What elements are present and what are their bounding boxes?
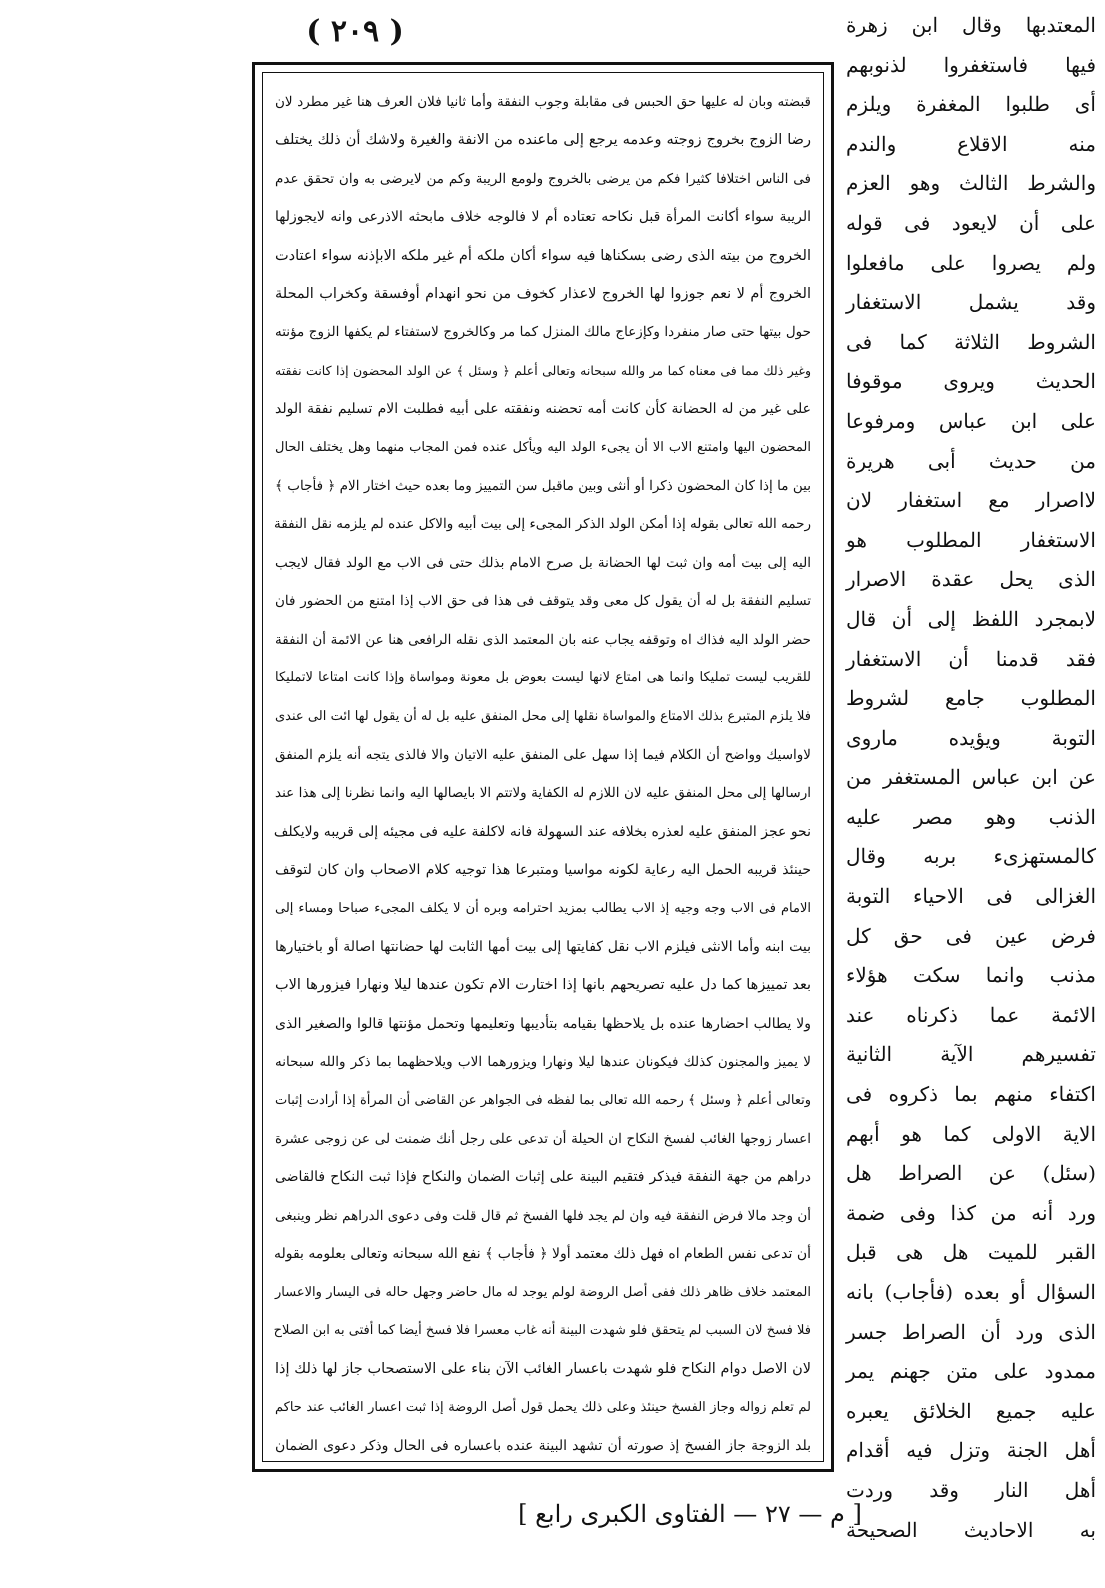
margin-text-line: المعتدبها وقال ابن زهرة (846, 13, 1096, 37)
main-text-line: فلا يلزم المتبرع بذلك الامتاع والمواساة نقلها إلى محل المنفق عليه بل له أن يقول لها ائت الى عندى (275, 708, 811, 724)
main-text-line: بين ما إذا كان المحضون ذكرا أو أنثى وبين ماقبل سن التمييز وما بعده حيث اختار الام ﴿ فأجاب ﴾ (275, 478, 811, 495)
margin-text-line: عن ابن عباس المستغفر من (846, 765, 1096, 790)
margin-text-line: فقد قدمنا أن الاستغفار (846, 646, 1096, 671)
main-text-line: الريبة سواء أكانت المرأة قبل نكاحه تعتاده أم لا فالوجه خلاف مابحثه الاذرعى وانه لايجوزلها (275, 209, 811, 226)
margin-text-line: ممدود على متن جهنم يمر (846, 1359, 1096, 1384)
margin-text-line: مذنب وانما سكت هؤلاء (846, 963, 1096, 988)
margin-text-line: السؤال أو بعده (فأجاب) بانه (846, 1280, 1096, 1304)
margin-text-line: أهل الجنة وتزل فيه أقدام (846, 1438, 1096, 1463)
margin-text-line: ورد أنه من كذا وفى ضمة (846, 1200, 1096, 1225)
margin-text-line: القبر للميت هل هى قبل (846, 1240, 1096, 1265)
main-text-line: وغير ذلك مما فى معناه كما مر والله سبحانه وتعالى أعلم ﴿ وسئل ﴾ عن الولد المحضون إذا كانت نفقته (275, 362, 811, 378)
main-text-line: لاواسيك وواضح أن الكلام فيما إذا سهل على المنفق عليه الاتيان والا فالذى يتجه أنه يلزم المنفق (275, 746, 811, 763)
margin-text-line: التوبة ويؤيده ماروى (846, 725, 1096, 750)
main-text-line: على غير من له الحضانة كأن كانت أمه تحضنه ونفقته على أبيه فطلبت الام تسليم نفقة الولد (275, 401, 811, 418)
main-text-line: لم تعلم زواله وجاز الفسخ حينئذ وعلى ذلك يحمل قول أصل الروضة إذا ثبت اعسار الغائب عند حاكم (275, 1399, 811, 1415)
main-text-line: للقريب ليست تمليكا وانما هى امتاع لانها ليست بعوض بل معونة ومواساة وإذا كانت امتاعا لاتمليكا (275, 670, 811, 686)
margin-text-line: فيها فاستغفروا لذنوبهم (846, 52, 1096, 77)
margin-text-line: فرض عين فى حق كل (846, 923, 1096, 948)
margin-text-line: منه الاقلاع والندم (846, 131, 1096, 156)
margin-text-line: به الاحاديث الصحيحة (846, 1517, 1096, 1542)
margin-text-line: أى طلبوا المغفرة ويلزم (846, 92, 1096, 117)
main-text-line: الامام فى الاب وجه وجيه إذ الاب يطالب بمزيد احترامه وبره أن لا يكلف المجىء صباحا ومساء إلى (275, 900, 811, 916)
margin-text-line: اكتفاء منهم بما ذكروه فى (846, 1082, 1096, 1107)
margin-text-line: الذى ورد أن الصراط جسر (846, 1319, 1096, 1344)
main-text-line: اعسار زوجها الغائب لفسخ النكاح ان الحيلة أن تدعى على رجل أنك ضمنت لى عن زوجى عشرة (275, 1130, 811, 1147)
main-text-line: رحمه الله تعالى بقوله إذا أمكن الولد الذكر المجىء إلى بيت أبيه والاكل عنده لم يلزمه نقل النفقة (274, 516, 811, 533)
main-text-line: بلد الزوجة جاز الفسخ إذ صورته أن تشهد البينة عنده باعساره فى الحال وذكر دعوى الضمان (275, 1438, 811, 1455)
main-text-line: أن تدعى نفس الطعام اه فهل ذلك معتمد أولا ﴿ فأجاب ﴾ نفع الله سبحانه وتعالى بعلومه بقوله (273, 1246, 811, 1263)
margin-text-line: الذنب وهو مصر عليه (846, 804, 1096, 829)
main-text-frame (252, 62, 834, 1472)
margin-text-line: ولم يصروا على مافعلوا (846, 250, 1096, 275)
margin-text-line: لابمجرد اللفظ إلى أن قال (846, 606, 1096, 631)
margin-text-line: الاستغفار المطلوب هو (846, 527, 1096, 552)
margin-text-line: كالمستهزىء بربه وقال (846, 844, 1096, 869)
main-text-line: اليه إلى بيت أمه وان ثبت لها الحضانة بل صرح الامام بذلك حتى فى الاب مع الولد فقال لايجب (275, 554, 811, 571)
margin-text-line: الحديث ويروى موقوفا (846, 369, 1096, 394)
main-text-line: فى الناس اختلافا كثيرا فكم من يرضى بالخروج ولومع الريبة وكم من لايرضى به وان تحقق عدم (275, 170, 811, 187)
main-text-line: أن وجد مالا فرض النفقة فيه وان لم يجد فلها الفسخ ثم قال قلت وفى دعوى الدراهم نظر وينبغى (275, 1207, 811, 1224)
main-text-line: وتعالى أعلم ﴿ وسئل ﴾ رحمه الله تعالى بما لفظه فى الجواهر عن القاضى أن المرأة إذا أرادت إثبات (275, 1092, 811, 1108)
main-text-body (275, 83, 811, 1466)
margin-text-line: على ابن عباس ومرفوعا (846, 408, 1096, 433)
page-number: ( ٢٠٩ ) (306, 14, 404, 49)
main-text-line: حضر الولد اليه فذاك اه وتوقفه يجاب عنه بان المعتمد الذى نقله الرافعى هنا عن الائمة أن النفقة (275, 631, 811, 648)
main-text-line: ارسالها إلى محل المنفق عليه لان اللازم له الكفاية ولاتتم الا بايصالها اليه وانما نظرنا إلى هذا عند (275, 785, 811, 802)
margin-text-line: على أن لايعود فى قوله (846, 210, 1096, 235)
margin-text-line: الاية الاولى كما هو أبهم (846, 1121, 1096, 1146)
margin-text-line: من حديث أبى هريرة (846, 448, 1096, 473)
margin-text-line: عليه جميع الخلائق يعبره (846, 1398, 1096, 1423)
margin-text-line: الائمة عما ذكرناه عند (846, 1002, 1096, 1027)
margin-commentary (846, 6, 1096, 1542)
margin-text-line: الغزالى فى الاحياء التوبة (846, 884, 1096, 909)
margin-text-line: (سئل) عن الصراط هل (846, 1161, 1096, 1186)
margin-text-line: والشرط الثالث وهو العزم (846, 171, 1096, 196)
main-text-line: فلا فسخ لان السبب لم يتحقق فلو شهدت البينة أنه غاب معسرا فلا فسخ أيضا كما أفتى به ابن الصلاح (273, 1323, 811, 1338)
footer-signature: [ م — ٢٧ — الفتاوى الكبرى رابع ] (518, 1500, 862, 1528)
main-text-line: حول بيتها حتى صار منفردا وكإزعاج مالك المنزل كما مر وكالخروج لاستفتاء لم يكفها الزوج مؤنته (275, 324, 811, 341)
main-text-line: الخروج أم لا نعم جوزوا لها الخروج لاعذار كخوف من نحو انهدام أوفسقة وكخراب المحلة (275, 286, 811, 303)
main-text-line: دراهم من جهة النفقة فيذكر فتقيم البينة على إثبات الضمان والنكاح فإذا ثبت النكاح فالقاضى (275, 1169, 811, 1186)
main-text-line: لان الاصل دوام النكاح فلو شهدت باعسار الغائب الآن بناء على الاستصحاب جاز لها ذلك إذا (275, 1361, 811, 1378)
main-text-line: قبضته وبان له عليها حق الحبس فى مقابلة وجوب النفقة وأما ثانيا فلان العرف هنا غير مطرد لان (275, 94, 811, 110)
margin-text-line: المطلوب جامع لشروط (846, 686, 1096, 711)
margin-text-line: أهل النار وقد وردت (846, 1477, 1096, 1502)
margin-text-line: تفسيرهم الآية الثانية (846, 1042, 1096, 1067)
margin-text-line: الذى يحل عقدة الاصرار (846, 567, 1096, 592)
main-text-line: نحو عجز المنفق عليه لعذره بخلافه عند السهولة فانه لاكلفة عليه فى مجيئه إلى قريبه ولايكلف (273, 823, 811, 840)
main-text-line: بعد تمييزها كما دل عليه تصريحهم بانها إذا اختارت الام تكون عندها ليلا ونهارا فيزورها الاب (275, 977, 811, 994)
margin-text-line: الشروط الثلاثة كما فى (846, 329, 1096, 354)
main-text-frame-inner (262, 72, 824, 1462)
main-text-line: الخروج من بيته الذى رضى بسكناها فيه سواء أكان ملكه أم غير ملكه الابإذنه سواء اعتادت (275, 247, 811, 264)
main-text-line: المعتمد خلاف ظاهر ذلك ففى أصل الروضة لولم يوجد له مال حاضر وجهل حاله فى اليسار والاعسار (275, 1284, 811, 1300)
main-text-line: حينئذ قريبه الحمل اليه رعاية لكونه مواسيا ومتبرعا هذا توجيه كلام الاصحاب وان كان لتوقف (275, 862, 811, 879)
main-text-line: لا يميز والمجنون كذلك فيكونان عندها ليلا ونهارا ويزورهما الاب ويلاحظهما بما ذكر والله سبحانه (275, 1054, 811, 1071)
margin-text-line: وقد يشمل الاستغفار (846, 290, 1096, 315)
main-text-line: رضا الزوج بخروج زوجته وعدمه يرجع إلى ماعنده من الانفة والغيرة ولاشك أن ذلك يختلف (275, 132, 811, 149)
main-text-line: ولا يطالب احضارها عنده بل يلاحظها بقيامه بتأديبها وتعليمها وتحمل مؤنتها قالوا والصغير الذى (275, 1015, 811, 1032)
main-text-line: المحضون اليها وامتنع الاب الا أن يجىء الولد اليه ويأكل عنده فمن المجاب منهما وهل يختلف الحال (275, 439, 811, 455)
main-text-line: بيت ابنه وأما الانثى فيلزم الاب نقل كفايتها إلى بيت أمها الثابت لها حضانتها اصالة أو باختيارها (275, 938, 811, 955)
main-text-line: تسليم النفقة بل له أن يقول كل معى وقد يتوقف فى هذا فى حق الاب إذا امتنع من الحضور فان (275, 593, 811, 610)
margin-text-line: لااصرار مع استغفار لان (846, 488, 1096, 513)
